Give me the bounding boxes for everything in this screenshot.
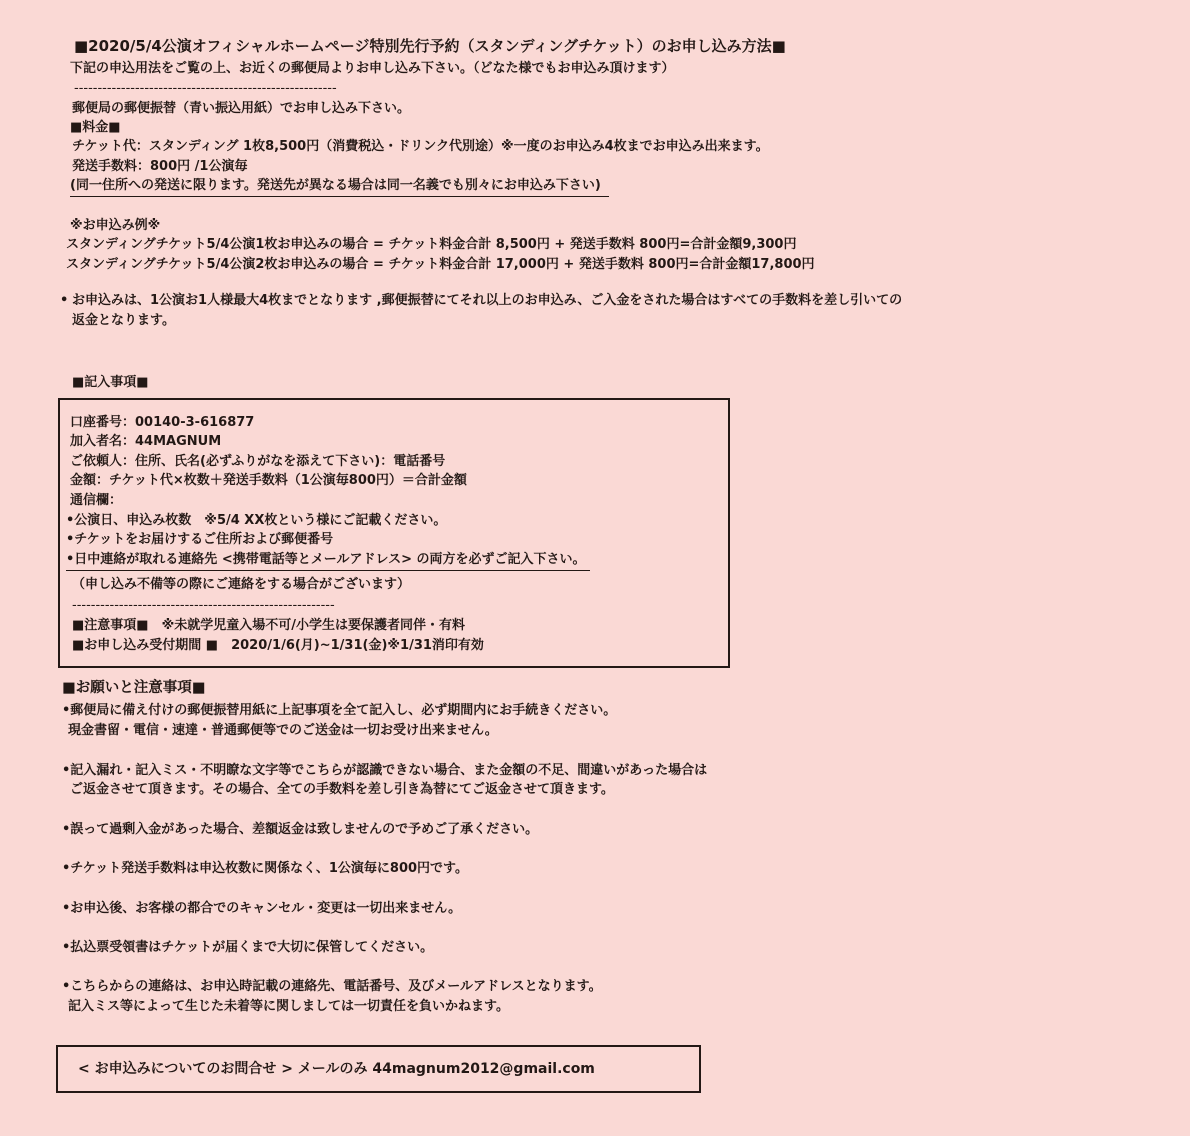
shipping-fee: 発送手数料：800円 /1公演毎 — [72, 159, 248, 174]
request-item: •お申込後、お客様の都合でのキャンセル・変更は一切出来ません。 — [62, 901, 462, 916]
comm-item-3: •日中連絡が取れる連絡先 <携帯電話等とメールアドレス> の両方を必ずご記入下さい。 — [66, 551, 590, 571]
request-item: •誤って過剰入金があった場合、差額返金は致しませんので予めご了承ください。 — [62, 822, 539, 837]
bullet: • — [60, 293, 69, 308]
requester-info: ご依頼人：住所、氏名(必ずふりがなを添えて下さい)：電話番号 — [70, 454, 446, 469]
amount-info: 金額：チケット代×枚数＋発送手数料（1公演毎800円）＝合計金額 — [70, 473, 467, 488]
notice: ■注意事項■ ※未就学児童入場不可/小学生は要保護者同伴・有料 — [72, 618, 465, 633]
ticket-price: チケット代：スタンディング 1枚8,500円（消費税込・ドリンク代別途）※一度のお申込み4枚までお申込み出来ます。 — [72, 139, 769, 154]
comm-heading: 通信欄： — [70, 493, 123, 508]
request-item: 記入ミス等によって生じた未着等に関しましては一切責任を負いかねます。 — [68, 999, 509, 1014]
comm-note: （申し込み不備等の際にご連絡をする場合がございます） — [72, 577, 411, 592]
fee-heading: ■料金■ — [70, 120, 121, 135]
intro-text: 下記の申込用法をご覧の上、お近くの郵便局よりお申し込み下さい。（どなた様でもお申込み頂けます） — [70, 61, 675, 76]
page-title: ■2020/5/4公演オフィシャルホームページ特別先行予約（スタンディングチケット）のお申し込み方法■ — [74, 37, 786, 55]
account-holder: 加入者名：44MAGNUM — [70, 434, 222, 449]
example-line-2: スタンディングチケット5/4公演2枚お申込みの場合 = チケット料金合計 17,000円 + 発送手数料 800円=合計金額17,800円 — [66, 257, 815, 272]
postal-instruction: 郵便局の郵便振替（青い振込用紙）でお申し込み下さい。 — [72, 101, 411, 116]
request-item: •郵便局に備え付けの郵便振替用紙に上記事項を全て記入し、必ず期間内にお手続きください。 — [62, 703, 617, 718]
request-item: •払込票受領書はチケットが届くまで大切に保管してください。 — [62, 940, 434, 955]
request-item: ご返金させて頂きます。その場合、全ての手数料を差し引き為替にてご返金させて頂きます。 — [70, 782, 614, 797]
account-number: 口座番号：00140-3-616877 — [70, 415, 255, 430]
example-line-1: スタンディングチケット5/4公演1枚お申込みの場合 = チケット料金合計 8,500円 + 発送手数料 800円=合計金額9,300円 — [66, 237, 797, 252]
comm-item-2: •チケットをお届けするご住所および郵便番号 — [66, 532, 334, 547]
application-period: ■お申し込み受付期間 ■ 2020/1/6(月)~1/31(金)※1/31消印有効 — [72, 638, 484, 653]
contact-info: < お申込みについてのお問合せ > メールのみ 44magnum2012@gmail.com — [78, 1061, 595, 1077]
request-item: 現金書留・電信・速達・普通郵便等でのご送金は一切お受け出来ません。 — [68, 723, 498, 738]
request-item: •記入漏れ・記入ミス・不明瞭な文字等でこちらが認識できない場合、また金額の不足、間違いがあった場合は — [62, 763, 708, 778]
limit-note-line-1: お申込みは、1公演お1人様最大4枚までとなります ,郵便振替にてそれ以上のお申込み、ご入金をされた場合はすべての手数料を差し引いての — [72, 293, 903, 308]
entry-heading: ■記入事項■ — [72, 375, 149, 390]
requests-heading: ■お願いと注意事項■ — [62, 680, 206, 696]
comm-item-1: •公演日、申込み枚数 ※5/4 XX枚という様にご記載ください。 — [66, 513, 447, 528]
shipping-note: (同一住所への発送に限ります。発送先が異なる場合は同一名義でも別々にお申込み下さい) — [70, 177, 609, 197]
entry-separator: -------------------------------------------------------- — [72, 598, 335, 613]
separator: -------------------------------------------------------- — [74, 81, 337, 96]
limit-note-line-2: 返金となります。 — [72, 313, 175, 328]
request-item: •こちらからの連絡は、お申込時記載の連絡先、電話番号、及びメールアドレスとなります。 — [62, 979, 602, 994]
request-item: •チケット発送手数料は申込枚数に関係なく、1公演毎に800円です。 — [62, 861, 469, 876]
example-heading: ※お申込み例※ — [70, 218, 161, 233]
